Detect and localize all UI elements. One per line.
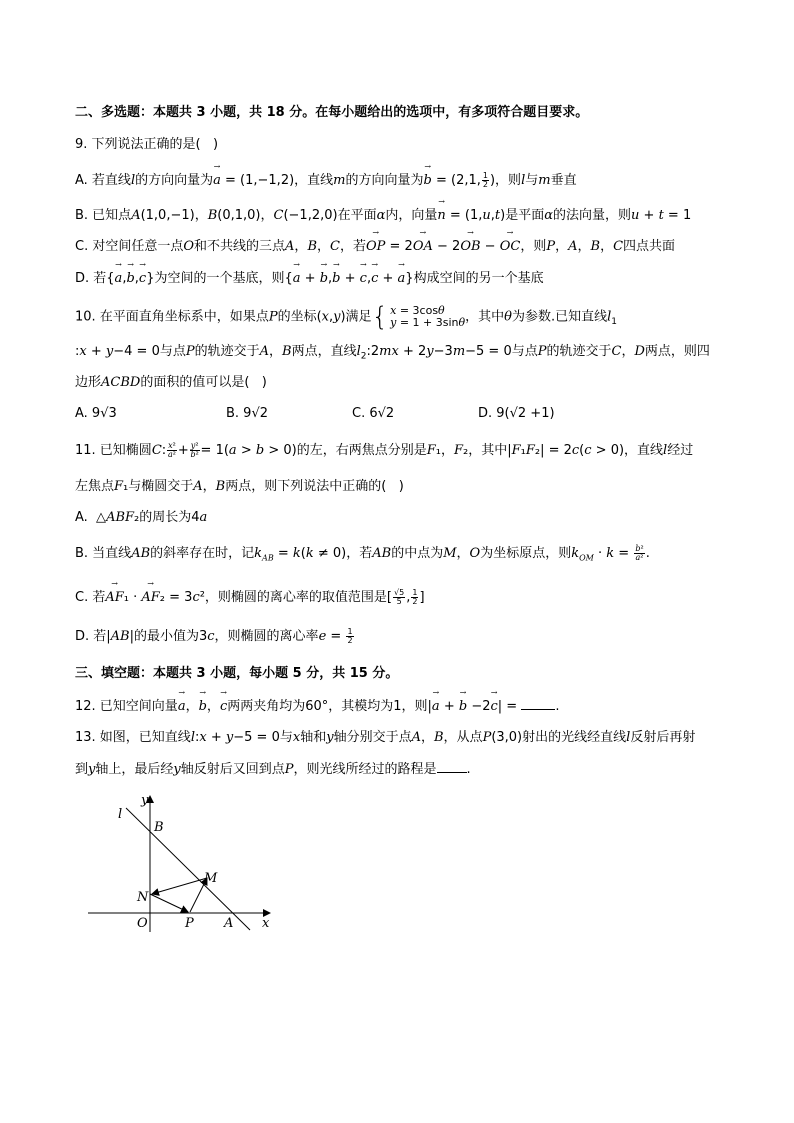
ray-n-to-p: [150, 894, 188, 912]
section-header-multiple-choice: 二、多选题：本题共 3 小题，共 18 分。在每小题给出的选项中，有多项符合题目要求。: [75, 105, 589, 120]
label-l: l: [118, 807, 123, 822]
question-10-option-b: B. 9√2: [226, 406, 269, 421]
label-y: y: [141, 793, 149, 808]
question-10-option-d: D. 9(√2 +1): [478, 406, 555, 421]
section-header-fill-in: 三、填空题：本题共 3 小题，每小题 5 分，共 15 分。: [75, 666, 399, 681]
question-13-stem-line1: 13. 如图，已知直线l:x + y−5 = 0与x轴和y轴分别交于点A，B，从点P(3,0)射出的光线经直线l反射后再射: [75, 730, 696, 745]
question-9-option-d: D. 若{→ a,→ b,→ c}为空间的一个基底，则{→ a + → b,→ b + → c,→ c + → a}构成空间的另一个基底: [75, 270, 544, 288]
question-9-option-a: A. 若直线l的方向向量为→ a = (1,−1,2)，直线m的方向向量为→ b = (2,1, $\frac{1}{2}$ )，则l与m垂直: [75, 172, 577, 190]
question-11-option-d: D. 若|AB|的最小值为3c，则椭圆的离心率e = $\frac{1}{2}$: [75, 627, 353, 645]
question-11-stem-line2: 左焦点F₁与椭圆交于A，B两点，则下列说法中正确的( ): [75, 479, 404, 494]
label-o: O: [137, 916, 148, 931]
question-11-option-b: B. 当直线AB的斜率存在时，记$k_{AB} = k(k \ne 0)$，若AB的中点为M，O为坐标原点，则$k_{OM} \cdot k$ = $\frac{\text{b²}}{\text{a²}}$ .: [75, 544, 650, 563]
question-11-option-c: C. 若→ AF₁ · → AF₂ = 3c²，则椭圆的离心率的取值范围是[ $\frac{√5}{5}$ , $\frac{1}{2}$ ]: [75, 589, 425, 607]
question-10-option-a: A. 9√3: [75, 406, 117, 421]
question-13-stem-line2: 到y轴上，最后经y轴反射后又回到点P，则光线所经过的路程是 .: [75, 762, 471, 777]
ray-m-to-n: [152, 878, 207, 894]
label-p: P: [185, 916, 194, 931]
question-11-option-a: A. △ABF₂的周长为4a: [75, 510, 208, 525]
question-10-option-c: C. 6√2: [352, 406, 395, 421]
label-b: B: [154, 820, 164, 835]
label-n: N: [137, 890, 149, 905]
question-10-stem-line1: 10. 在平面直角坐标系中，如果点P的坐标(x,y)满足{ x = 3cosθ y = 1 + 3sinθ，其中θ为参数.已知直线$l_1$: [75, 302, 618, 332]
question-10-stem-line2: :x + y−4 = 0与点P的轨迹交于A，B两点，直线$l_2:2mx + 2y-3m-5 = 0$与点P的轨迹交于C，D两点，则四: [75, 344, 710, 362]
question-9-stem: 9. 下列说法正确的是( ): [75, 137, 219, 152]
question-12-stem: 12. 已知空间向量→ a，→ b，→ c两两夹角均为60°，其模均为1，则|→ a + → b −2→ c| = .: [75, 697, 559, 716]
label-a: A: [224, 916, 234, 931]
question-11-stem-line1: 11. 已知椭圆C: $\frac{\text{x²}}{\text{a²}}$ + $\frac{\text{y²}}{\text{b²}}$ = 1(a > b > 0)的左，右两焦点分别是F₁，F₂，其中|F₁F₂| = 2c(c > 0)，直线l经过: [75, 441, 694, 459]
question-13-figure: [80, 790, 280, 940]
question-9-option-b: B. 已知点A(1,0,−1)，B(0,1,0)，C(−1,2,0)在平面α内，向量→ n = (1,u,t)是平面α的法向量，则u + t = 1: [75, 207, 691, 225]
question-9-option-c: C. 对空间任意一点O和不共线的三点A，B，C，若→ OP = 2→ OA − 2→ OB − → OC，则P，A，B，C四点共面: [75, 238, 675, 256]
label-x: x: [262, 916, 270, 931]
label-m: M: [204, 871, 218, 886]
question-10-stem-line3: 边形ACBD的面积的值可以是( ): [75, 375, 267, 390]
